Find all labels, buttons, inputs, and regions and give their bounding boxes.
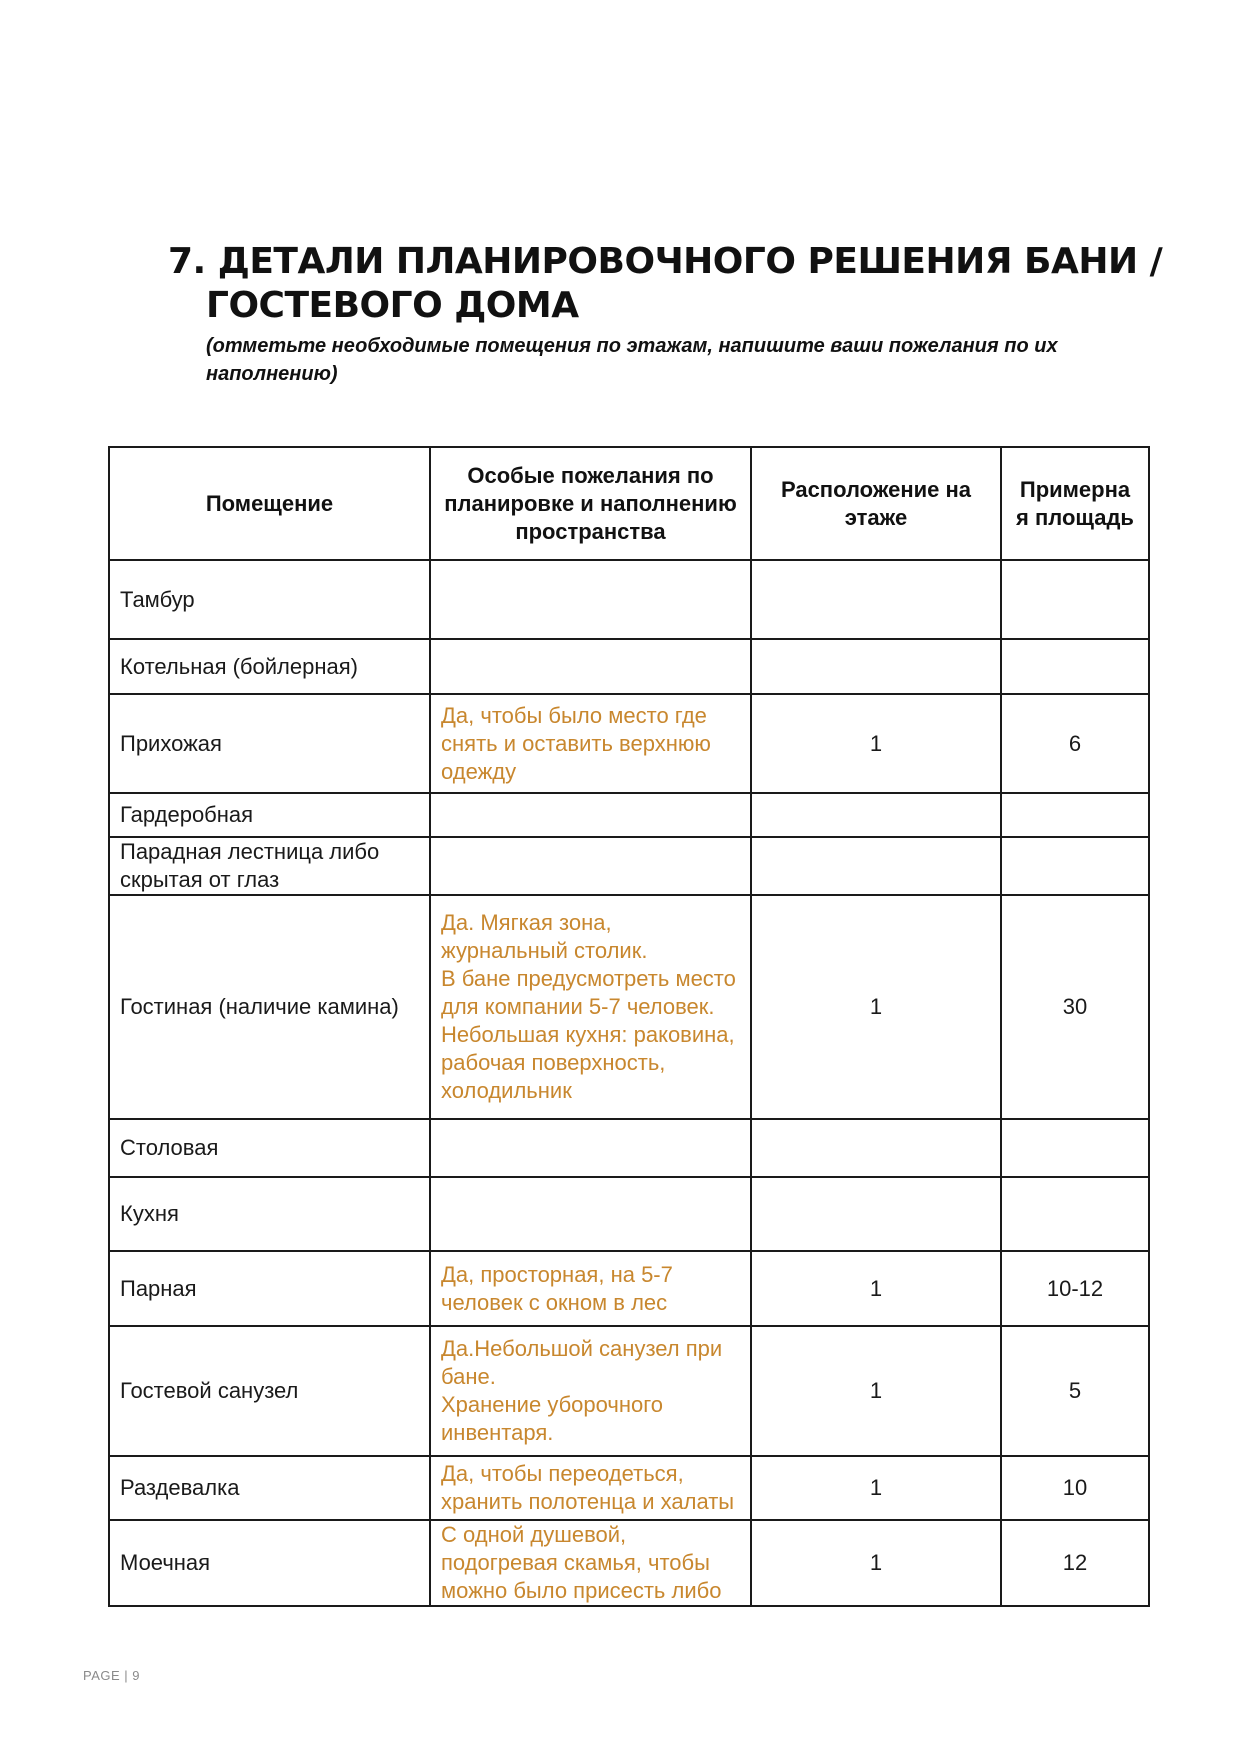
room-wishes-cell[interactable] [430,837,751,895]
table-row [109,1119,1149,1177]
area-cell[interactable]: 5 [1001,1326,1149,1456]
wish-text: Небольшая кухня: раковина, рабочая поверхность, холодильник [441,1022,735,1103]
table-row [109,1177,1149,1251]
room-wishes-cell[interactable] [430,694,751,793]
heading-title-line-1: 7. ДЕТАЛИ ПЛАНИРОВОЧНОГО РЕШЕНИЯ БАНИ / [168,241,1163,282]
room-name-cell[interactable]: Раздевалка [109,1456,430,1520]
table-row [109,1520,1149,1606]
room-wishes-cell[interactable] [430,1177,751,1251]
wish-text: Да. Мягкая зона, журнальный столик. [441,910,648,963]
floor-cell[interactable]: 1 [751,694,1001,793]
floor-cell[interactable] [751,1177,1001,1251]
floor-cell[interactable] [751,793,1001,837]
room-wishes-cell[interactable] [430,895,751,1119]
header-room: Помещение [109,447,430,560]
floor-cell[interactable]: 1 [751,1326,1001,1456]
floor-cell[interactable] [751,837,1001,895]
room-wishes-cell[interactable] [430,639,751,694]
table-row [109,694,1149,793]
room-wishes-cell[interactable] [430,793,751,837]
area-cell[interactable]: 12 [1001,1520,1149,1606]
table-body [109,560,1149,1606]
area-cell[interactable]: 6 [1001,694,1149,793]
wish-text: Хранение уборочного инвентаря. [441,1392,664,1445]
room-wishes-cell[interactable] [430,1520,751,1606]
room-name-cell[interactable]: Прихожая [109,694,430,793]
area-cell[interactable]: 10-12 [1001,1251,1149,1326]
table-row [109,1326,1149,1456]
room-name-cell[interactable]: Тамбур [109,560,430,639]
room-name-cell[interactable]: Гардеробная [109,793,430,837]
room-name-cell[interactable]: Гостевой санузел [109,1326,430,1456]
floor-cell[interactable]: 1 [751,1520,1001,1606]
floor-cell[interactable]: 1 [751,895,1001,1119]
room-wishes-cell[interactable] [430,1251,751,1326]
area-cell[interactable] [1001,793,1149,837]
area-cell[interactable] [1001,639,1149,694]
area-cell[interactable] [1001,1177,1149,1251]
area-cell[interactable]: 10 [1001,1456,1149,1520]
heading-title-line-2: ГОСТЕВОГО ДОМА [206,285,579,326]
area-cell[interactable] [1001,1119,1149,1177]
header-floor: Расположение на этаже [751,447,1001,560]
table-row [109,793,1149,837]
floor-cell[interactable] [751,1119,1001,1177]
table-row [109,1251,1149,1326]
room-name-cell[interactable]: Столовая [109,1119,430,1177]
area-cell[interactable]: 30 [1001,895,1149,1119]
room-wishes-cell[interactable] [430,1326,751,1456]
area-cell[interactable] [1001,560,1149,639]
floor-cell[interactable] [751,560,1001,639]
floor-cell[interactable]: 1 [751,1251,1001,1326]
room-name-cell[interactable]: Котельная (бойлерная) [109,639,430,694]
wish-text: Да, просторная, на 5-7 человек с окном в лес [441,1261,673,1315]
room-name-cell[interactable]: Парадная лестница либо скрытая от глаз [109,837,430,895]
header-wishes: Особые пожелания по планировке и наполнению пространства [430,447,751,560]
area-cell[interactable] [1001,837,1149,895]
floor-cell[interactable] [751,639,1001,694]
rooms-table [108,446,1150,1607]
table-row [109,639,1149,694]
room-name-cell[interactable]: Кухня [109,1177,430,1251]
table-row [109,560,1149,639]
room-wishes-cell[interactable] [430,560,751,639]
section-heading [168,240,1163,388]
room-name-cell[interactable]: Гостиная (наличие камина) [109,895,430,1119]
wish-text: В бане предусмотреть место для компании 5-7 человек. [441,966,736,1019]
room-wishes-cell[interactable] [430,1456,751,1520]
floor-cell[interactable]: 1 [751,1456,1001,1520]
table-row [109,1456,1149,1520]
room-name-cell[interactable]: Парная [109,1251,430,1326]
wish-text: Да, чтобы было место где снять и оставить верхнюю одежду [441,702,711,784]
wish-text: Да.Небольшой санузел при бане. [441,1336,723,1389]
wish-text: Да, чтобы переодеться, хранить полотенца и халаты [441,1461,735,1514]
wish-text: С одной душевой, подогревая скамья, чтобы можно было присесть либо [441,1522,722,1603]
page-number: PAGE | 9 [83,1668,140,1683]
table-row [109,895,1149,1119]
room-name-cell[interactable]: Моечная [109,1520,430,1606]
table-header-row [109,447,1149,560]
header-area: Примерна я площадь [1001,447,1149,560]
room-wishes-cell[interactable] [430,1119,751,1177]
heading-subtitle: (отметьте необходимые помещения по этажам, напишите ваши пожелания по их наполнению) [206,335,1058,385]
table-row [109,837,1149,895]
